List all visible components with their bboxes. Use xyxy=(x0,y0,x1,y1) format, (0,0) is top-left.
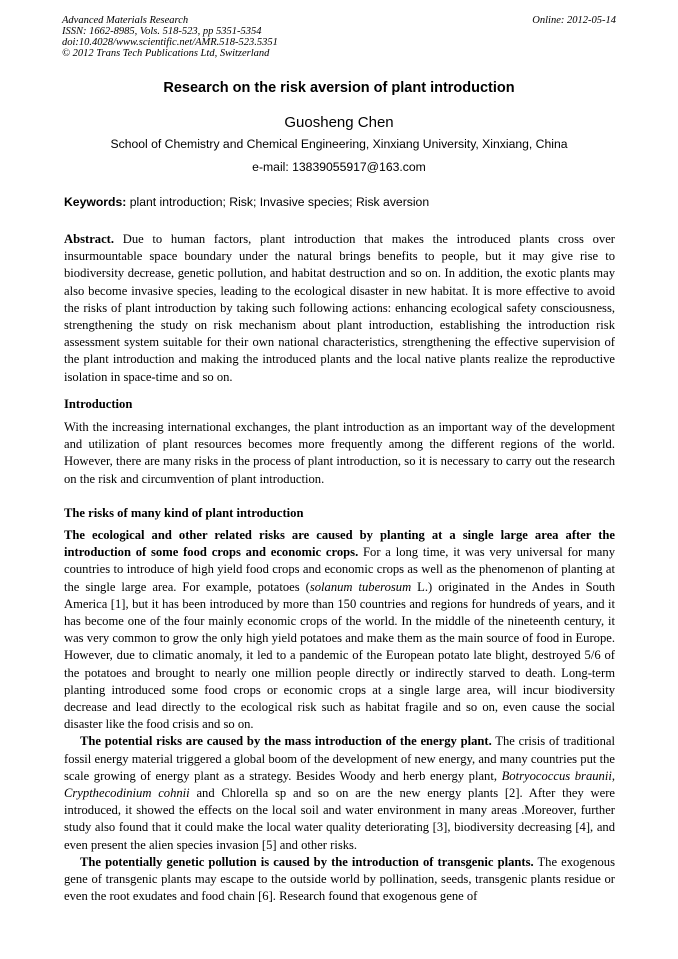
abstract-label: Abstract. xyxy=(64,232,115,246)
author-name: Guosheng Chen xyxy=(284,114,394,131)
journal-name: Advanced Materials Research xyxy=(62,15,189,26)
species-name-2: Crypthecodinium cohnii xyxy=(64,786,190,801)
paragraph-2-text-b: and Chlorella sp and so on are the new energy plants [2]. After they were introduced, it showed the effects on the local soil and water environment in many areas .Moreover, further study also found that it could make the local water quality deteriorating [3], biodiversity decreasing [4], and even present the alien species invasion [5] and other risks. xyxy=(64,786,615,852)
abstract xyxy=(64,231,615,386)
risks-paragraph-1 xyxy=(64,527,615,733)
introduction-paragraph: With the increasing international exchanges, the plant introduction as an important way of the development and utilization of plant resources becomes more frequently among the different regions of the world. However, there are many risks in the process of plant introduction, so it is necessary to carry out the research on the risk and circumvention of plant introduction. xyxy=(64,420,615,486)
keywords xyxy=(64,195,616,209)
paragraph-2-lead: The potential risks are caused by the mass introduction of the energy plant. xyxy=(80,734,492,749)
copyright-line: © 2012 Trans Tech Publications Ltd, Switzerland xyxy=(62,48,270,59)
keywords-text: plant introduction; Risk; Invasive species; Risk aversion xyxy=(129,195,430,209)
publication-header xyxy=(62,15,616,59)
paragraph-1-lead: The ecological and other related risks are caused by planting at a single large area after the introduction of some food crops and economic crops. xyxy=(64,528,615,560)
abstract-text: Due to human factors, plant introduction that makes the introduced plants cross over insurmountable space boundary under the natural brings benefits to people, but it may give rise to biodiversity decrease, genetic pollution, and habitat destruction and so on. In addition, the exotic plants may also become invasive species, leading to the ecological disaster in new habitat. It is more effective to avoid the risks of plant introduction by taking such following actions: enhancing ecological safety consciousness, strengthening the study on risk mechanism about plant introduction, establishing the introduction risk assessment system suitable for their own national characteristics, strengthening the effective supervision of the plant introduction and making the introduced plants and the local native plants realize the reproductive isolation in space-time and so on. xyxy=(64,232,615,384)
paragraph-3-lead: The potentially genetic pollution is caused by the introduction of transgenic plants. xyxy=(80,854,534,869)
author-affiliation: School of Chemistry and Chemical Engineering, Xinxiang University, Xinxiang, China xyxy=(110,137,568,151)
species-name: solanum tuberosum xyxy=(309,579,412,594)
species-separator: , xyxy=(611,768,616,783)
risks-paragraph-3 xyxy=(64,854,615,906)
risks-paragraph-2 xyxy=(64,733,615,853)
paragraph-3-text: The exogenous gene of transgenic plants may escape to the outside world by pollination, seeds, transgenic plants residue or even the root exudates and food chain [6]. Research found that exogenous gene of xyxy=(64,854,615,904)
section-heading-introduction: Introduction xyxy=(64,397,133,411)
issn-line: ISSN: 1662-8985, Vols. 518-523, pp 5351-5354 xyxy=(62,26,262,37)
species-name-1: Botryococcus braunii xyxy=(501,768,612,783)
paper-title: Research on the risk aversion of plant introduction xyxy=(163,80,515,96)
risks-section xyxy=(64,527,615,905)
doi-line: doi:10.4028/www.scientific.net/AMR.518-523.5351 xyxy=(62,37,278,48)
keywords-label: Keywords: xyxy=(64,195,127,209)
author-email: e-mail: 13839055917@163.com xyxy=(252,160,426,174)
paragraph-2-text-a: The crisis of traditional fossil energy material triggered a global boom of the development of new energy, and many countries put the scale growing of energy plant as a strategy. Besides Woody and herb energy plant, xyxy=(64,734,615,783)
paragraph-1-text-a: For a long time, it was very universal for many countries to introduce of high yield food crops and economic crops as well as the phenomenon of planting at the single large area. For example, potatoes ( xyxy=(64,545,615,594)
section-heading-risks: The risks of many kind of plant introduction xyxy=(64,506,304,520)
paragraph-1-text-b: L.) originated in the Andes in South America [1], but it has been introduced by more than 150 countries and regions for hundreds of years, and it has become one of the four mainly economic crops of the world. In the middle of the nineteenth century, it was very common to grow the only high yield potatoes and make them as the main source of food in Europe. However, due to climatic anomaly, it led to a pandemic of the European potato late blight, destroyed 5/6 of the potatoes and brought to nearly one million people directly or indirectly starved to death. Long-term planting introduced some food crops or economic crops at a single large area, will incur biodiversity decrease and lead directly to the ecological risk such as habitat fragile and so on, even cause the social disaster like the food crisis and so on. xyxy=(64,579,615,732)
online-date: Online: 2012-05-14 xyxy=(532,15,616,26)
